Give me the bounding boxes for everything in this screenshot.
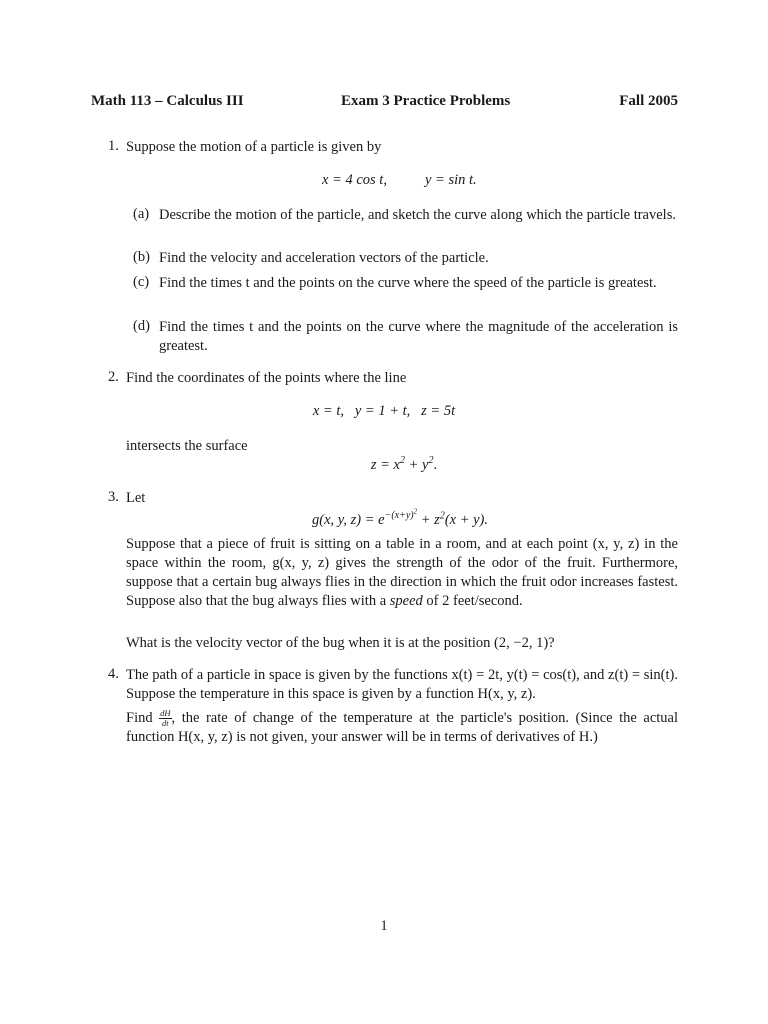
course-title: Math 113 – Calculus III <box>91 93 244 109</box>
part-label: (a) <box>133 206 150 222</box>
part-label: (d) <box>133 318 150 334</box>
path-paragraph: The path of a particle in space is given by the functions x(t) = 2t, y(t) = cos(t), and z(t) = sin(t). Suppose the temperature in this space is given by a function H(x, y, z). <box>126 667 678 702</box>
g-function-equation: g(x, y, $z) = e^{-(x+y)^2} + z^2(x + y)$. <box>311 508 489 529</box>
equation-x: x = 4 cos t, <box>322 172 387 188</box>
part-text: Describe the motion of the particle, and sketch the curve along which the particle travels. <box>159 207 676 223</box>
problem-number: 1. <box>108 138 119 154</box>
problem-number: 4. <box>108 666 119 682</box>
term-label: Fall 2005 <box>619 93 678 109</box>
velocity-question: What is the velocity vector of the bug when it is at the position (2, −2, 1)? <box>126 635 555 651</box>
part-label: (b) <box>133 249 150 265</box>
derivative-fraction: $\frac{dH}{dt}$ <box>160 708 171 729</box>
part-label: (c) <box>133 274 150 290</box>
equation-y: y = sin t. <box>425 172 477 188</box>
part-text: Find the times t and the points on the curve where the speed of the particle is greatest. <box>159 275 657 291</box>
fruit-paragraph: Suppose that a piece of fruit is sitting on a table in a room, and at each point (x, y, z) in the space within the room, g(x, y, z) gives the strength of the odor of the fruit. Furthermore, suppose that a certain bug always flies in the direction in which the fruit odor increases fastest. Suppose also that the bug always flies with a speed of 2 feet/second. <box>126 536 678 609</box>
problem-intro: Suppose the motion of a particle is given by <box>126 139 382 155</box>
page-number: 1 <box>380 918 388 934</box>
part-text: Find the velocity and acceleration vectors of the particle. <box>159 250 489 266</box>
problem-number: 3. <box>108 489 119 505</box>
problem-intro: Let <box>126 490 146 506</box>
part-text: Find the times t and the points on the curve where the magnitude of the acceleration is greatest. <box>159 319 678 354</box>
intersects-text: intersects the surface <box>126 438 248 454</box>
line-equation: x = t, y = 1 + t, z = 5t <box>312 403 456 419</box>
exam-title: Exam 3 Practice Problems <box>341 93 511 109</box>
problem-intro: Find the coordinates of the points where the line <box>126 370 407 386</box>
find-paragraph: Find $\frac{dH}{dt}$ , the rate of change of the temperature at the particle's position. (Since the actual function H(x, y, z) is not given, your answer will be in terms of derivatives of H.) <box>126 708 678 746</box>
problem-number: 2. <box>108 369 119 385</box>
surface-equation: $z = x^2 + y^2$. <box>370 455 438 473</box>
